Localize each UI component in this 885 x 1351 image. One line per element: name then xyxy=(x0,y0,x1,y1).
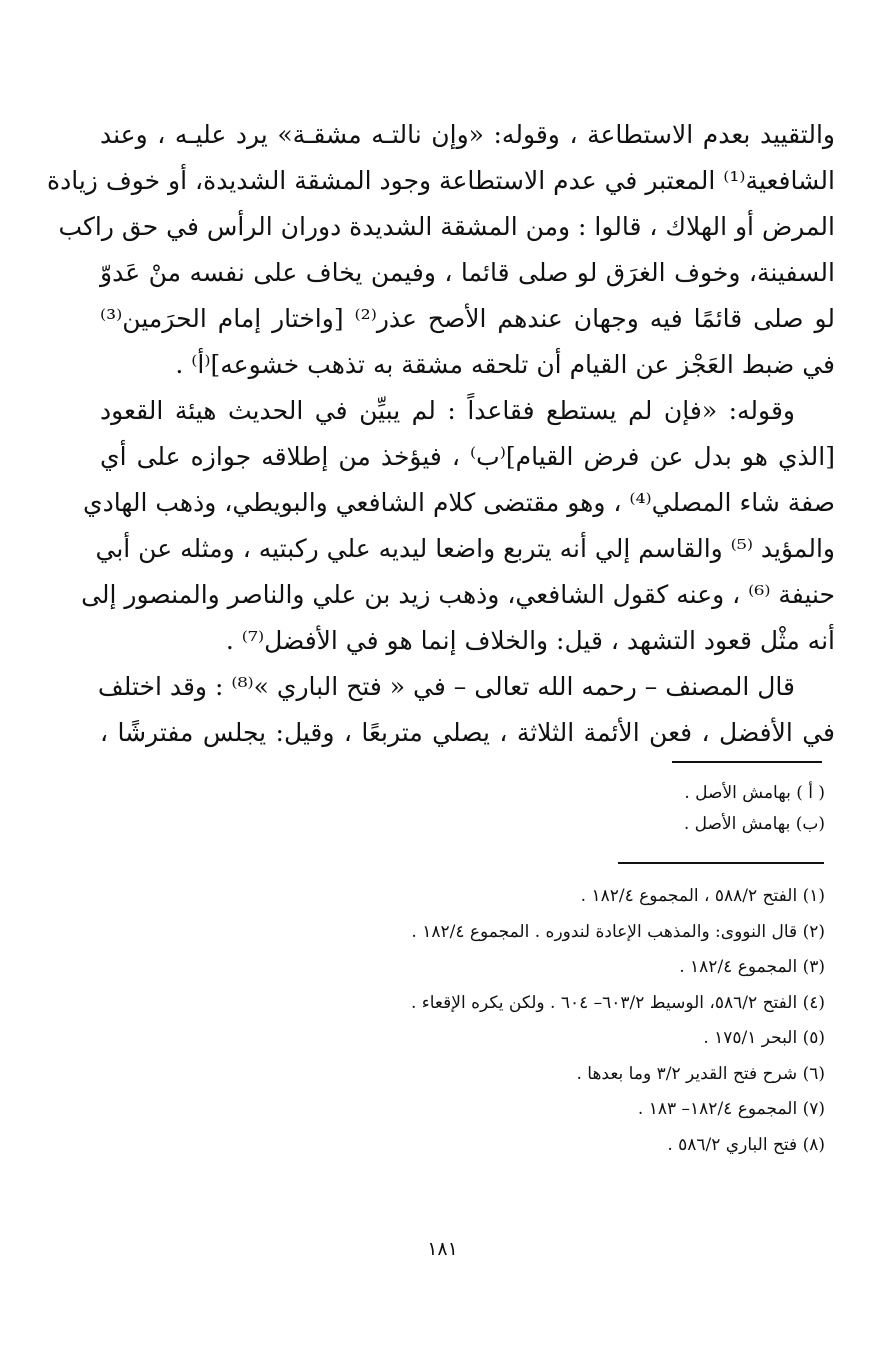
text-line: الشافعية⁽¹⁾ المعتبر في عدم الاستطاعة وجود المشقة الشديدة، أو خوف زيادة xyxy=(47,166,835,195)
text-line: لو صلى قائمًا فيه وجهان عندهم الأصح عذر⁽²⁾ [واختار إمام الحرَمين⁽³⁾ xyxy=(100,304,835,333)
marginal-note: ( أ ) بهامش الأصل . xyxy=(684,783,825,803)
text-line: في الأفضل ، فعن الأئمة الثلاثة ، يصلي متربعًا ، وقيل: يجلس مفترشًا ، xyxy=(100,718,835,747)
footnote: (١) الفتح ٥٨٨/٢ ، المجموع ١٨٢/٤ . xyxy=(580,886,825,906)
text-line: أنه مثْل قعود التشهد ، قيل: والخلاف إنما هو في الأفضل⁽⁷⁾ . xyxy=(225,626,835,655)
footnote: (٧) المجموع ١٨٢/٤– ١٨٣ . xyxy=(637,1099,825,1119)
text-line: والتقييد بعدم الاستطاعة ، وقوله: «وإن نالتـه مشقـة» يرد عليـه ، وعند xyxy=(100,120,835,149)
text-line: وقوله: «فإن لم يستطع فقاعداً : لم يبيِّن في الحديث هيئة القعود xyxy=(100,396,795,425)
footnotes xyxy=(411,879,825,1163)
marginal-notes-divider xyxy=(672,761,822,763)
footnote: (٥) البحر ١٧٥/١ . xyxy=(703,1028,825,1048)
text-line: والمؤيد ⁽⁵⁾ والقاسم إلي أنه يتربع واضعا ليديه علي ركبتيه ، ومثله عن أبي xyxy=(95,534,835,563)
text-line: صفة شاء المصلي⁽⁴⁾ ، وهو مقتضى كلام الشافعي والبويطي، وذهب الهادي xyxy=(83,488,835,517)
footnote: (٦) شرح فتح القدير ٣/٢ وما بعدها . xyxy=(576,1063,825,1084)
text-line: قال المصنف – رحمه الله تعالى – في « فتح الباري »⁽⁸⁾ : وقد اختلف xyxy=(97,672,795,701)
marginal-note: (ب) بهامش الأصل . xyxy=(683,814,825,834)
footnote: (٢) قال النووى: والمذهب الإعادة لندوره . المجموع ١٨٢/٤ . xyxy=(411,921,825,942)
footnote: (٨) فتح الباري ٥٨٦/٢ . xyxy=(667,1134,825,1155)
footnote: (٤) الفتح ٥٨٦/٢، الوسيط ٦٠٣/٢– ٦٠٤ . ولكن يكره الإقعاء . xyxy=(410,992,825,1013)
text-line: السفينة، وخوف الغرَق لو صلى قائما ، وفيمن يخاف على نفسه منْ عَدوّ xyxy=(100,258,835,287)
footnote: (٣) المجموع ١٨٢/٤ . xyxy=(679,957,825,977)
page-number: ١٨١ xyxy=(427,1238,458,1260)
text-line: في ضبط العَجْز عن القيام أن تلحقه مشقة به تذهب خشوعه]⁽أ⁾ . xyxy=(175,350,835,379)
main-text xyxy=(47,112,835,756)
footnotes-divider xyxy=(618,862,824,864)
text-line: المرض أو الهلاك ، قالوا : ومن المشقة الشديدة دوران الرأس في حق راكب xyxy=(58,212,835,241)
text-line: [الذي هو بدل عن فرض القيام]⁽ب⁾ ، فيؤخذ من إطلاقه جوازه على أي xyxy=(100,442,835,471)
text-line: حنيفة ⁽⁶⁾ ، وعنه كقول الشافعي، وذهب زيد بن علي والناصر والمنصور إلى xyxy=(81,580,835,609)
marginal-notes xyxy=(684,778,825,840)
